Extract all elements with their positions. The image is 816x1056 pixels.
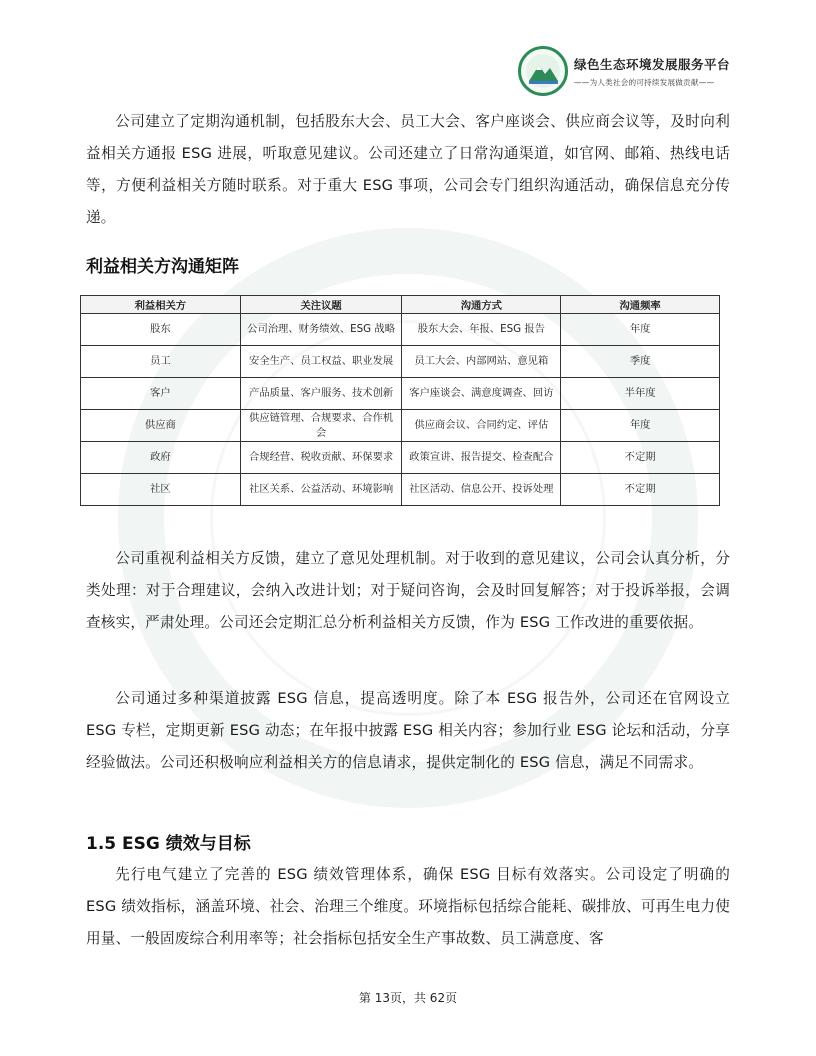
page-header [518, 46, 730, 96]
table-cell: 不定期 [561, 442, 720, 474]
column-header: 沟通方式 [402, 296, 561, 314]
table-cell: 政策宣讲、报告提交、检查配合 [402, 442, 561, 474]
column-header: 关注议题 [240, 296, 402, 314]
table-header-row [81, 296, 720, 314]
table-cell: 股东 [81, 314, 241, 346]
table-cell: 半年度 [561, 378, 720, 410]
paragraph-feedback-handling: 公司重视利益相关方反馈，建立了意见处理机制。对于收到的意见建议，公司会认真分析，分类处理：对于合理建议，会纳入改进计划；对于疑问咨询，会及时回复解答；对于投诉举报，会调查核实，严肃处理。公司还会定期汇总分析利益相关方反馈，作为 ESG 工作改进的重要依据。 [86, 550, 730, 631]
table-row [81, 314, 720, 346]
table-cell: 合规经营、税收贡献、环保要求 [240, 442, 402, 474]
table-cell: 供应链管理、合规要求、合作机会 [240, 410, 402, 442]
table-cell: 员工 [81, 346, 241, 378]
table-row [81, 346, 720, 378]
table-row [81, 410, 720, 442]
paragraph-esg-performance: 先行电气建立了完善的 ESG 绩效管理体系，确保 ESG 目标有效落实。公司设定了明确的 ESG 绩效指标，涵盖环境、社会、治理三个维度。环境指标包括综合能耗、碳排放、可再生电力使用量、一般固废综合利用率等；社会指标包括安全生产事故数、员工满意度、客 [86, 866, 730, 947]
table-cell: 公司治理、财务绩效、ESG 战略 [240, 314, 402, 346]
brand-subtitle: ——为人类社会的可持续发展做贡献—— [573, 77, 715, 87]
table-cell: 政府 [81, 442, 241, 474]
column-header: 沟通频率 [561, 296, 720, 314]
table-cell: 客户座谈会、满意度调查、回访 [402, 378, 561, 410]
table-cell: 员工大会、内部网站、意见箱 [402, 346, 561, 378]
table-row [81, 474, 720, 506]
table-row [81, 442, 720, 474]
table-cell: 供应商 [81, 410, 241, 442]
brand-title: 绿色生态环境发展服务平台 [573, 56, 730, 72]
table-cell: 社区活动、信息公开、投诉处理 [402, 474, 561, 506]
column-header: 利益相关方 [81, 296, 241, 314]
matrix-heading: 利益相关方沟通矩阵 [86, 257, 239, 277]
table-cell: 客户 [81, 378, 241, 410]
section-heading-1-5: 1.5 ESG 绩效与目标 [86, 834, 251, 854]
table-cell: 股东大会、年报、ESG 报告 [402, 314, 561, 346]
table-cell: 年度 [561, 410, 720, 442]
page-number: 第 13页，共 62页 [358, 991, 458, 1005]
table-cell: 社区 [81, 474, 241, 506]
paragraph-communication-mechanism: 公司建立了定期沟通机制，包括股东大会、员工大会、客户座谈会、供应商会议等，及时向利益相关方通报 ESG 进展，听取意见建议。公司还建立了日常沟通渠道，如官网、邮箱、热线电话等，方便利益相关方随时联系。对于重大 ESG 事项，公司会专门组织沟通活动，确保信息充分传递。 [86, 113, 730, 226]
table-row [81, 378, 720, 410]
table-cell: 不定期 [561, 474, 720, 506]
table-cell: 安全生产、员工权益、职业发展 [240, 346, 402, 378]
table-cell: 供应商会议、合同约定、评估 [402, 410, 561, 442]
stakeholder-communication-matrix [80, 295, 720, 506]
platform-logo-icon [518, 46, 568, 96]
table-cell: 产品质量、客户服务、技术创新 [240, 378, 402, 410]
paragraph-esg-disclosure: 公司通过多种渠道披露 ESG 信息，提高透明度。除了本 ESG 报告外，公司还在官网设立 ESG 专栏，定期更新 ESG 动态；在年报中披露 ESG 相关内容；参加行业 ESG 论坛和活动，分享经验做法。公司还积极响应利益相关方的信息请求，提供定制化的 ESG 信息，满足不同需求。 [86, 690, 730, 771]
table-cell: 年度 [561, 314, 720, 346]
table-cell: 社区关系、公益活动、环境影响 [240, 474, 402, 506]
table-cell: 季度 [561, 346, 720, 378]
